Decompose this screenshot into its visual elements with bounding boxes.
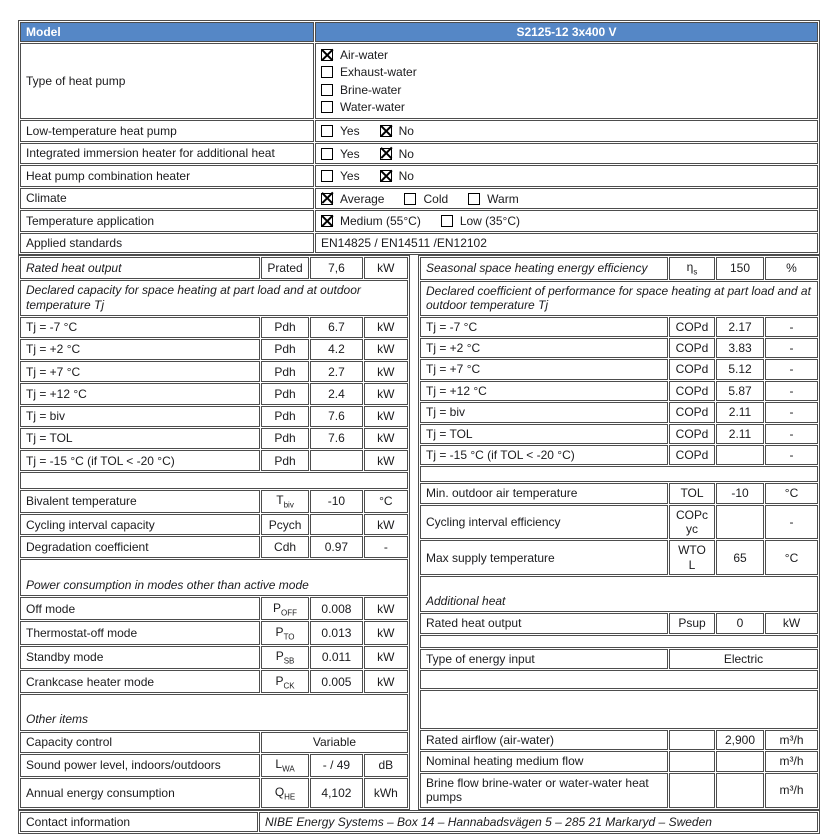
cell-symbol: COPd: [669, 381, 715, 401]
table-row: [420, 576, 818, 612]
cell-value: [716, 505, 764, 540]
table-row: [20, 621, 408, 644]
checkbox-option-medium-55-c: [321, 214, 421, 228]
model-info-table: [18, 20, 820, 255]
checkbox-option-exhaust-water: [321, 65, 417, 79]
cell-label: Cycling interval capacity: [20, 514, 260, 535]
unchecked-checkbox-icon: [321, 84, 333, 96]
cell-symbol: Pdh: [261, 361, 309, 382]
cell-label: Tj = +2 °C: [20, 339, 260, 360]
checkbox-row: [321, 100, 812, 114]
cell-unit: -: [765, 424, 818, 444]
cell-value: 0.008: [310, 597, 362, 620]
cell-value: 2.11: [716, 424, 764, 444]
cell-unit: kW: [364, 406, 408, 427]
table-row: [20, 361, 408, 382]
checkbox-option-air-water: [321, 48, 388, 62]
cell-symbol: [669, 773, 715, 808]
table-row: [420, 466, 818, 482]
table-row: [420, 381, 818, 401]
cell-symbol: Prated: [261, 257, 309, 278]
checkbox-label: Brine-water: [340, 82, 402, 97]
table-row: [420, 773, 818, 808]
checkbox-label: Yes: [340, 146, 360, 161]
cell-label: Rated airflow (air-water): [420, 730, 668, 750]
table-row: [420, 751, 818, 771]
checkbox-label: No: [398, 169, 414, 184]
unchecked-checkbox-icon: [321, 101, 333, 113]
checkbox-option-average: [321, 192, 384, 206]
cell-label: Tj = +12 °C: [20, 383, 260, 404]
checkbox-option-water-water: [321, 100, 405, 114]
checkbox-row: [321, 48, 812, 62]
checkbox-label: No: [398, 146, 414, 161]
table-row: [420, 540, 818, 575]
table-row: [20, 778, 408, 807]
cell-symbol: [669, 730, 715, 750]
cell-symbol: COPd: [669, 445, 715, 465]
unchecked-checkbox-icon: [321, 170, 333, 182]
table-row: [20, 490, 408, 513]
cell-unit: kW: [364, 670, 408, 693]
checkbox-option-yes: [321, 169, 360, 183]
checkbox-label: Cold: [423, 191, 449, 206]
table-row: [20, 280, 408, 316]
section-heading: Declared capacity for space heating at part load and at outdoor temperature Tj: [20, 280, 408, 316]
checkbox-label: Warm: [487, 191, 519, 206]
table-row: [420, 445, 818, 465]
cell-unit: -: [765, 445, 818, 465]
cell-label: Sound power level, indoors/outdoors: [20, 754, 260, 777]
checkbox-label: Yes: [340, 169, 360, 184]
table-row: [20, 450, 408, 471]
row-label: Climate: [20, 188, 314, 209]
cell-label: Tj = +7 °C: [420, 359, 668, 379]
table-row: [20, 597, 408, 620]
table-row: [20, 406, 408, 427]
row-heat-pump-combination-heater: [20, 165, 818, 187]
cell-unit: dB: [364, 754, 408, 777]
cell-value: [310, 514, 362, 535]
table-row: [420, 424, 818, 444]
table-row: [420, 317, 818, 337]
cell-symbol: Pdh: [261, 406, 309, 427]
unchecked-checkbox-icon: [321, 66, 333, 78]
row-value: [315, 165, 818, 187]
table-row: [420, 359, 818, 379]
cell-symbol: [669, 751, 715, 771]
cell-symbol: COPd: [669, 402, 715, 422]
cell-label: Off mode: [20, 597, 260, 620]
row-low-temperature-heat-pump: [20, 120, 818, 142]
row-label: Temperature application: [20, 210, 314, 232]
cell-label: Max supply temperature: [420, 540, 668, 575]
cell-value: Electric: [669, 649, 818, 669]
cell-unit: -: [765, 359, 818, 379]
cell-symbol: COPd: [669, 424, 715, 444]
table-row: [20, 559, 408, 596]
cell-label: Nominal heating medium flow: [420, 751, 668, 771]
cell-unit: kWh: [364, 778, 408, 807]
cell-value: 4,102: [310, 778, 362, 807]
datasheet-main-grid: [18, 255, 820, 809]
row-type-of-heat-pump: [20, 43, 818, 119]
cell-label: Rated heat output: [420, 613, 668, 633]
cell-unit: kW: [364, 257, 408, 278]
table-row: [20, 646, 408, 669]
cell-value: -10: [310, 490, 362, 513]
right-data-table: [418, 255, 820, 809]
cell-label: Tj = -15 °C (if TOL < -20 °C): [420, 445, 668, 465]
row-value: EN14825 / EN14511 /EN12102: [315, 233, 818, 253]
cell-unit: kW: [364, 514, 408, 535]
cell-label: Cycling interval efficiency: [420, 505, 668, 540]
cell-value: 65: [716, 540, 764, 575]
checkbox-label: Water-water: [340, 100, 405, 115]
cell-value: 0.005: [310, 670, 362, 693]
cell-label: Min. outdoor air temperature: [420, 483, 668, 503]
row-label: Type of heat pump: [20, 43, 314, 119]
checkbox-row: [321, 65, 812, 79]
cell-value: 0.011: [310, 646, 362, 669]
table-row: [420, 483, 818, 503]
table-row: [20, 732, 408, 753]
cell-unit: m³/h: [765, 773, 818, 808]
cell-label: Seasonal space heating energy efficiency: [420, 257, 668, 279]
table-row: [420, 402, 818, 422]
checkbox-option-no: [380, 147, 414, 161]
cell-unit: -: [765, 381, 818, 401]
checkbox-option-yes: [321, 147, 360, 161]
table-row: [420, 281, 818, 316]
row-label: Applied standards: [20, 233, 314, 253]
checkbox-option-low-35-c: [441, 214, 520, 228]
cell-value: -10: [716, 483, 764, 503]
cell-value: 5.87: [716, 381, 764, 401]
cell-label: Tj = -7 °C: [20, 317, 260, 338]
cell-unit: kW: [364, 339, 408, 360]
cell-label: Tj = biv: [20, 406, 260, 427]
cell-unit: °C: [364, 490, 408, 513]
cell-value: 2.4: [310, 383, 362, 404]
section-heading: Declared coefficient of performance for space heating at part load and at outdoor temperature Tj: [420, 281, 818, 316]
row-value: [315, 210, 818, 232]
cell-symbol: COPcyc: [669, 505, 715, 540]
cell-label: Type of energy input: [420, 649, 668, 669]
cell-symbol: $P_{SB}$: [261, 646, 309, 669]
checked-checkbox-icon: [380, 170, 392, 182]
cell-label: Tj = -7 °C: [420, 317, 668, 337]
cell-value: 2,900: [716, 730, 764, 750]
cell-value: 5.12: [716, 359, 764, 379]
cell-unit: °C: [765, 540, 818, 575]
cell-symbol: $P_{CK}$: [261, 670, 309, 693]
checkbox-stack: [321, 46, 812, 116]
checked-checkbox-icon: [380, 125, 392, 137]
checkbox-label: Yes: [340, 124, 360, 139]
checkbox-option-brine-water: [321, 83, 401, 97]
cell-label: Tj = +7 °C: [20, 361, 260, 382]
table-row: [20, 257, 408, 278]
spacer-cell: [420, 670, 818, 689]
checkbox-option-no: [380, 169, 414, 183]
cell-value: - / 49: [310, 754, 362, 777]
row-label: Low-temperature heat pump: [20, 120, 314, 142]
cell-label: Standby mode: [20, 646, 260, 669]
section-heading: Power consumption in modes other than active mode: [20, 559, 408, 596]
cell-value: 3.83: [716, 338, 764, 358]
cell-unit: m³/h: [765, 751, 818, 771]
cell-value: [310, 450, 362, 471]
checkbox-label: Low (35°C): [459, 214, 520, 229]
cell-symbol: COPd: [669, 338, 715, 358]
cell-symbol: COPd: [669, 317, 715, 337]
table-row: [420, 505, 818, 540]
section-heading: Additional heat: [420, 576, 818, 612]
table-row: [20, 536, 408, 557]
cell-symbol: Pcych: [261, 514, 309, 535]
checked-checkbox-icon: [321, 49, 333, 61]
contact-label: Contact information: [20, 812, 258, 832]
unchecked-checkbox-icon: [468, 193, 480, 205]
cell-unit: kW: [765, 613, 818, 633]
cell-label: Tj = biv: [420, 402, 668, 422]
cell-value: 6.7: [310, 317, 362, 338]
cell-value: 2.11: [716, 402, 764, 422]
cell-value: 7.6: [310, 428, 362, 449]
row-value: [315, 120, 818, 142]
checkbox-label: Exhaust-water: [340, 65, 417, 80]
cell-value: 7.6: [310, 406, 362, 427]
cell-symbol: WTOL: [669, 540, 715, 575]
table-row: [20, 694, 408, 730]
cell-symbol: $P_{OFF}$: [261, 597, 309, 620]
cell-symbol: $L_{WA}$: [261, 754, 309, 777]
table-row: [420, 649, 818, 669]
checkbox-option-cold: [404, 192, 448, 206]
cell-unit: kW: [364, 621, 408, 644]
row-integrated-immersion-heater-for-additional-heat: [20, 143, 818, 164]
cell-label: Tj = -15 °C (if TOL < -20 °C): [20, 450, 260, 471]
cell-label: Bivalent temperature: [20, 490, 260, 513]
row-temperature-application: [20, 210, 818, 232]
checked-checkbox-icon: [380, 148, 392, 160]
table-row: [420, 670, 818, 689]
cell-label: Degradation coefficient: [20, 536, 260, 557]
checked-checkbox-icon: [321, 193, 333, 205]
cell-symbol: Psup: [669, 613, 715, 633]
cell-label: Tj = +2 °C: [420, 338, 668, 358]
unchecked-checkbox-icon: [321, 125, 333, 137]
table-row: [420, 257, 818, 279]
spacer-cell: [420, 635, 818, 648]
cell-label: Brine flow brine-water or water-water heat pumps: [420, 773, 668, 808]
cell-symbol: Pdh: [261, 383, 309, 404]
checked-checkbox-icon: [321, 215, 333, 227]
cell-label: Annual energy consumption: [20, 778, 260, 807]
section-heading: Other items: [20, 694, 408, 730]
table-row: [20, 670, 408, 693]
table-row: [420, 613, 818, 633]
checkbox-label: Average: [340, 191, 385, 206]
contact-value: NIBE Energy Systems – Box 14 – Hannabadsvägen 5 – 285 21 Markaryd – Sweden: [259, 812, 818, 832]
cell-unit: -: [765, 338, 818, 358]
row-value: [315, 43, 818, 119]
cell-value: 2.17: [716, 317, 764, 337]
spacer-cell: [420, 466, 818, 482]
model-header-value: S2125-12 3x400 V: [315, 22, 818, 42]
cell-unit: kW: [364, 317, 408, 338]
spacer-cell: [20, 472, 408, 489]
cell-symbol: COPd: [669, 359, 715, 379]
cell-value: 2.7: [310, 361, 362, 382]
cell-label: Rated heat output: [20, 257, 260, 278]
cell-value: 0: [716, 613, 764, 633]
cell-label: Tj = TOL: [420, 424, 668, 444]
cell-label: Tj = +12 °C: [420, 381, 668, 401]
cell-unit: kW: [364, 646, 408, 669]
cell-label: Crankcase heater mode: [20, 670, 260, 693]
unchecked-checkbox-icon: [441, 215, 453, 227]
cell-symbol: Pdh: [261, 339, 309, 360]
cell-label: Tj = TOL: [20, 428, 260, 449]
row-applied-standards: [20, 233, 818, 253]
cell-unit: kW: [364, 428, 408, 449]
cell-unit: -: [765, 402, 818, 422]
table-row: [20, 339, 408, 360]
cell-unit: °C: [765, 483, 818, 503]
left-data-table: [18, 255, 410, 809]
cell-value: 7,6: [310, 257, 362, 278]
checkbox-option-no: [380, 124, 414, 138]
cell-symbol: $T_{biv}$: [261, 490, 309, 513]
row-label: Integrated immersion heater for additional heat: [20, 143, 314, 164]
cell-value: [716, 773, 764, 808]
cell-symbol: $Q_{HE}$: [261, 778, 309, 807]
cell-unit: m³/h: [765, 730, 818, 750]
checkbox-label: Air-water: [340, 47, 389, 62]
cell-label: Capacity control: [20, 732, 260, 753]
table-row: [420, 690, 818, 729]
cell-symbol: TOL: [669, 483, 715, 503]
cell-symbol: $P_{TO}$: [261, 621, 309, 644]
cell-label: Thermostat-off mode: [20, 621, 260, 644]
contact-row: [20, 812, 818, 832]
cell-value: 0.97: [310, 536, 362, 557]
cell-value: Variable: [261, 732, 408, 753]
checkbox-option-warm: [468, 192, 519, 206]
cell-unit: kW: [364, 361, 408, 382]
cell-unit: kW: [364, 383, 408, 404]
cell-symbol: Cdh: [261, 536, 309, 557]
unchecked-checkbox-icon: [321, 148, 333, 160]
cell-value: [716, 445, 764, 465]
cell-value: [716, 751, 764, 771]
cell-unit: kW: [364, 450, 408, 471]
contact-table: [18, 810, 820, 834]
table-row: [420, 730, 818, 750]
cell-unit: -: [765, 317, 818, 337]
checkbox-option-yes: [321, 124, 360, 138]
cell-value: 150: [716, 257, 764, 279]
row-value: [315, 188, 818, 209]
row-label: Heat pump combination heater: [20, 165, 314, 187]
checkbox-label: Medium (55°C): [340, 214, 421, 229]
table-row: [20, 514, 408, 535]
cell-unit: %: [765, 257, 818, 279]
cell-unit: -: [364, 536, 408, 557]
spacer-cell: [420, 690, 818, 729]
cell-value: 4.2: [310, 339, 362, 360]
cell-symbol: Pdh: [261, 450, 309, 471]
cell-unit: kW: [364, 597, 408, 620]
unchecked-checkbox-icon: [404, 193, 416, 205]
cell-unit: -: [765, 505, 818, 540]
table-row: [20, 472, 408, 489]
table-row: [20, 383, 408, 404]
row-value: [315, 143, 818, 164]
cell-symbol: $\eta_s$: [669, 257, 715, 279]
model-header-label: Model: [20, 22, 314, 42]
checkbox-label: No: [398, 124, 414, 139]
table-row: [420, 338, 818, 358]
table-row: [20, 317, 408, 338]
table-row: [420, 635, 818, 648]
table-row: [20, 428, 408, 449]
table-header-row: [20, 22, 818, 42]
cell-symbol: Pdh: [261, 317, 309, 338]
table-row: [20, 754, 408, 777]
cell-value: 0.013: [310, 621, 362, 644]
checkbox-row: [321, 83, 812, 97]
cell-symbol: Pdh: [261, 428, 309, 449]
row-climate: [20, 188, 818, 209]
